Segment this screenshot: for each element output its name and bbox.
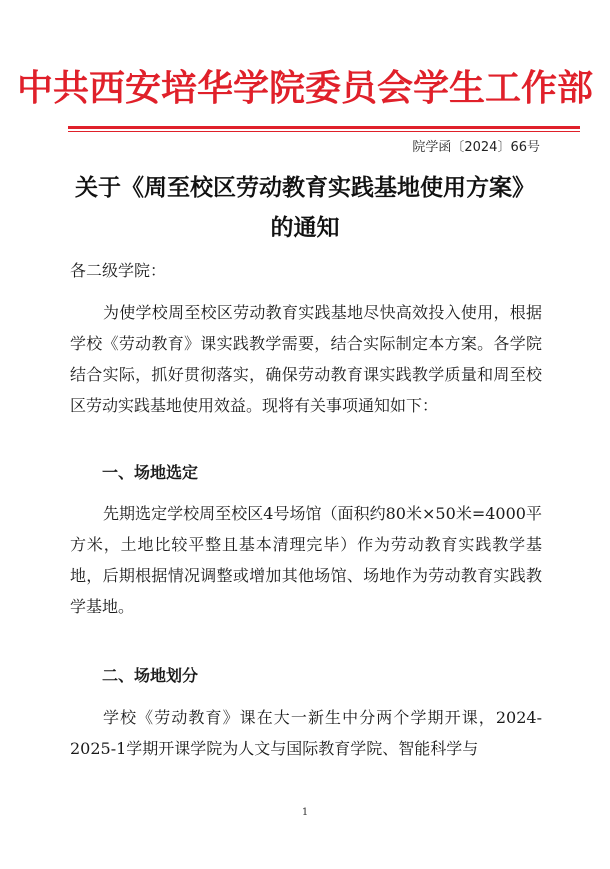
page-number: 1 (301, 807, 309, 818)
document-title (60, 168, 550, 248)
section2-heading: 二、场地划分 (102, 666, 199, 685)
salutation: 各二级学院： (70, 261, 167, 280)
section2-body: 学校《劳动教育》课在大一新生中分两个学期开课，2024-2025-1学期开课学院为人文与国际教育学院、智能科学与 (70, 708, 542, 758)
organization-header: 中共西安培华学院委员会学生工作部 (16, 67, 593, 109)
section1-body: 先期选定学校周至校区4号场馆（面积约80米×50米=4000平方米，土地比较平整且基本清理完毕）作为劳动教育实践教学基地，后期根据情况调整或增加其他场馆、场地作为劳动教育实践教学基地。 (70, 504, 542, 616)
intro-paragraph: 为使学校周至校区劳动教育实践基地尽快高效投入使用，根据学校《劳动教育》课实践教学需要，结合实际制定本方案。各学院结合实际，抓好贯彻落实，确保劳动教育课实践教学质量和周至校区劳动实践基地使用效益。现将有关事项通知如下： (70, 303, 542, 415)
section1-heading: 一、场地选定 (102, 463, 199, 482)
document-title-line1: 关于《周至校区劳动教育实践基地使用方案》 (75, 174, 535, 201)
header-red-rule-thick (68, 126, 580, 129)
header-red-rule-thin (68, 131, 580, 132)
document-title-line2: 的通知 (270, 214, 340, 241)
document-number: 院学函〔2024〕66号 (412, 140, 540, 155)
